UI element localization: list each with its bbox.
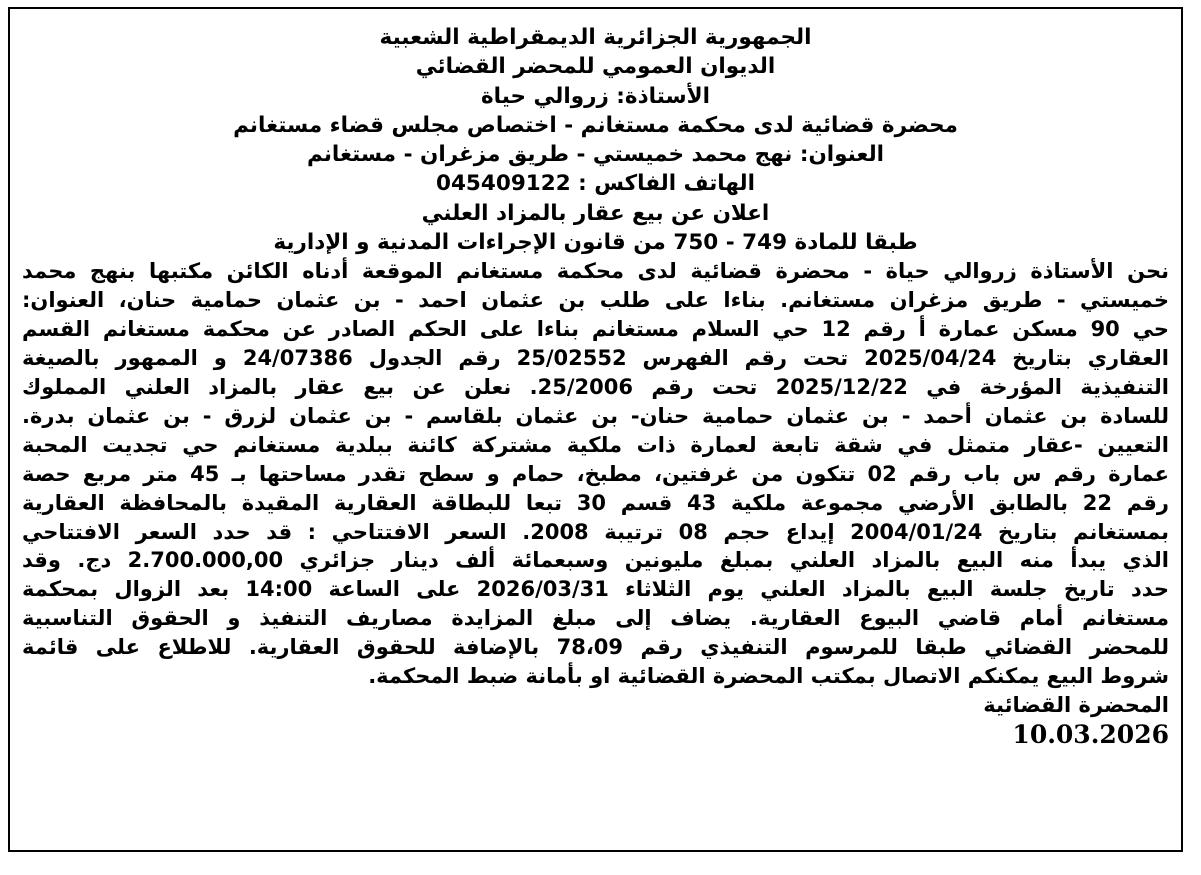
body-line: حي 90 مسكن عمارة أ رقم 12 حي السلام مستغانم بناءا على الحكم الصادر عن محكمة مستغانم القسم [22,317,1169,342]
court-jurisdiction: محضرة قضائية لدى محكمة مستغانم - اختصاص مجلس قضاء مستغانم [233,112,958,138]
country-name: الجمهورية الجزائرية الديمقراطية الشعبية [379,25,812,50]
body-line: العقاري بتاريخ 2025/04/24 تحت رقم الفهرس 25/02552 رقم الجدول 24/07386 و الممهور بالصيغة [22,346,1169,371]
office-address: العنوان: نهج محمد خميستي - طريق مزغران - مستغانم [306,142,885,168]
office-name: الديوان العمومي للمحضر القضائي [415,54,776,80]
legal-notice-frame [8,7,1183,852]
body-line: للسادة بن عثمان أحمد - بن عثمان حمامية حنان- بن عثمان بلقاسم - بن عثمان لزرق - بن عثمان بدرة. [22,403,1169,428]
legal-basis: طبقا للمادة 749 - 750 من قانون الإجراءات المدنية و الإدارية [273,230,918,256]
body-line: التعيين -عقار متمثل في شقة تابعة لعمارة ذات ملكية مشتركة كائنة ببلدية مستغانم حي تجديت المحبة [22,432,1169,457]
body-line: خميستي - طريق مزغران مستغانم. بناءا على طلب بن عثمان احمد - بن عثمان حمامية حنان، العنوان: [22,288,1169,313]
body-line: الذي يبدأ منه البيع بالمزاد العلني بمبلغ مليونين وسبعمائة ألف دينار جزائري 2.700.000,00 دج. وقد [22,548,1169,573]
notice-body [22,257,1169,691]
phone-fax: الهاتف الفاكس : 045409122 [436,171,755,197]
bailiff-name: الأستاذة: زروالي حياة [480,83,710,109]
body-line: شروط البيع يمكنكم الاتصال بمكتب المحضرة القضائية او بأمانة ضبط المحكمة. [368,664,1169,689]
notice-date: 10.03.2026 [1012,720,1169,750]
body-line: رقم 22 بالطابق الأرضي مجموعة ملكية 43 قسم 30 تبعا للبطاقة العقارية المقيدة بالمحافظة العقارية [22,490,1169,515]
body-line: نحن الأستاذة زروالي حياة - محضرة قضائية لدى محكمة مستغانم الموقعة أدناه الكائن مكتبها بنهج محمد [22,259,1169,284]
body-line: مستغانم أمام قاضي البيوع العقارية. يضاف إلى مبلغ المزايدة مصاريف التنفيذ و الحقوق التناسبية [22,606,1169,631]
signature-label: المحضرة القضائية [983,692,1169,717]
notice-header [22,23,1169,257]
body-line: بمستغانم بتاريخ 2004/01/24 إيداع حجم 08 ترتيبة 2008. السعر الافتتاحي : قد حدد السعر الافتتاحي [22,519,1169,544]
notice-footer [22,691,1169,751]
body-line: حدد تاريخ جلسة البيع بالمزاد العلني يوم الثلاثاء 2026/03/31 على الساعة 14:00 بعد الزوال بمحكمة [22,577,1169,602]
body-line: للمحضر القضائي طبقا للمرسوم التنفيذي رقم 78،09 بالإضافة للحقوق العقارية. للاطلاع على قائمة [22,635,1169,660]
body-line: عمارة رقم س باب رقم 02 تتكون من غرفتين، مطبخ، حمام و سطح تقدر مساحتها بـ 45 متر مربع حصة [22,461,1169,486]
body-line: التنفيذية المؤرخة في 2025/12/22 تحت رقم 25/2006. نعلن عن بيع عقار بالمزاد العلني المملوك [22,375,1169,399]
notice-title: اعلان عن بيع عقار بالمزاد العلني [421,200,770,226]
